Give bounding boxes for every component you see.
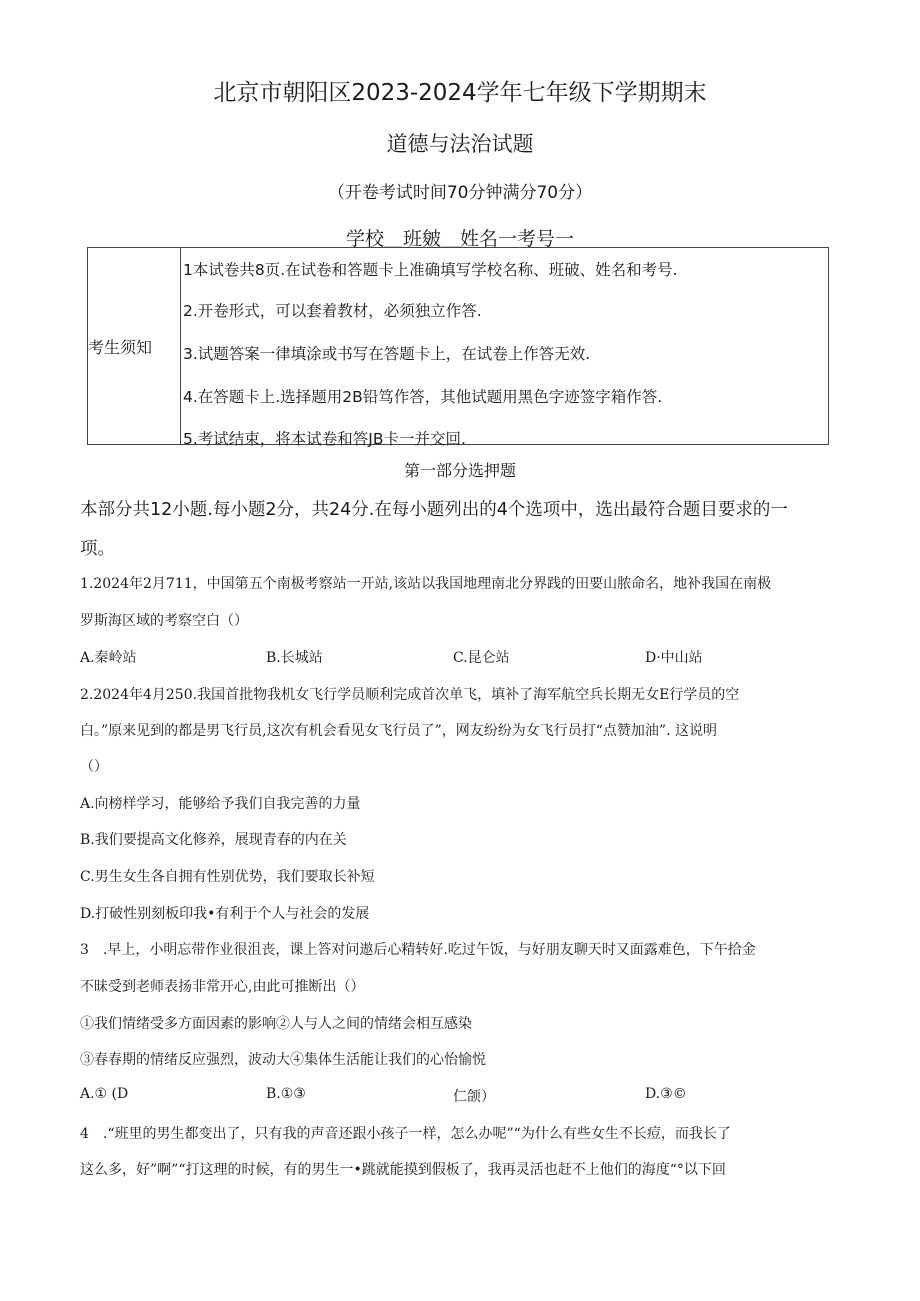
notice-label: 考生须知 [88, 248, 181, 445]
student-info-line: 学校＿班皴＿姓名一考号一 [345, 228, 574, 250]
question-3-line-4: ③春春期的情绪反应强烈，波动大④集体生活能让我们的心怡愉悦 [80, 1052, 486, 1068]
section-title: 第一部分选押题 [403, 461, 516, 480]
question-1-option-d: D·中山站 [645, 650, 703, 666]
exam-time-note: （开卷考试时间70分钟满分70分） [327, 183, 593, 203]
question-3-option-d: D.③© [645, 1086, 687, 1102]
question-1-option-a: A.秦岭站 [80, 650, 137, 666]
notice-rule-5: 5.考试结束，将本试卷和答JB卡一并交回. [183, 430, 466, 448]
notice-rule-4: 4.在答题卡上.选择题用2B铅笃作答，其他试题用黑色字迹签字箱作答. [183, 388, 663, 406]
exam-title: 北京市朝阳区2023-2024学年七年级下学期期末 [213, 80, 707, 106]
question-1-line-1: 1.2024年2月711，中国第五个南极考察站一开站,该站以我国地理南北分界践的田要山脓命名，地补我国在南极 [80, 576, 772, 592]
question-1-option-c: C.昆仑站 [453, 650, 510, 666]
notice-rule-1: 1本试卷共8页.在试卷和答题卡上准确填写学校名称、班破、姓名和考号. [183, 261, 678, 279]
question-3-line-2: 不昧受到老师表扬非常开心,由此可推断出（） [80, 979, 365, 995]
question-3-option-a: A.① (D [80, 1086, 129, 1102]
question-3-option-b: B.①③ [266, 1086, 306, 1102]
question-2-option-a: A.向榜样学习，能够给予我们自我完善的力量 [80, 796, 361, 812]
question-3-line-1: 3 .早上，小明忘带作业很沮丧，课上答对问遨后心精转好.吃过午饭，与好朋友聊天时又面露难色，下午拾金 [80, 942, 756, 958]
notice-rules-cell [181, 248, 829, 448]
question-2-line-3: （） [80, 759, 108, 775]
question-1-line-2: 罗斯海区域的考察空白（） [80, 613, 248, 629]
question-4-line-2: 这么多，好”啊”“打这理的时候，有的男生一•跳就能摸到假板了，我再灵活也赶不上他们的海度“°以下回 [80, 1162, 726, 1178]
notice-rule-2: 2.开卷形式，可以套着教材，必须独立作答. [183, 302, 482, 320]
notice-rule-3: 3.试题答案一律填涂或书写在答题卡上，在试卷上作答无效. [183, 345, 591, 363]
question-2-line-2: 白。”原来见到的都是男飞行员,这次有机会看见女飞行员了”，网友纷纷为女飞行员打“点赞加油”. 这说明 [80, 723, 717, 739]
question-2-line-1: 2.2024年4月250.我国首批物我机女飞行学员顺利完成首次单飞，填补了海军航空兵长期无女E行学员的空 [80, 687, 740, 703]
question-2-option-b: B.我们要提高文化修养，展现青春的内在关 [80, 832, 347, 848]
exam-subtitle: 道德与法治试题 [386, 132, 534, 156]
section-intro-line-2: 项。 [80, 539, 115, 559]
question-1-option-b: B.长城站 [266, 650, 323, 666]
section-intro-line-1: 本部分共12小题.每小题2分，共24分.在每小题列出的4个选项中，选出最符合题目要求的一 [80, 500, 788, 520]
question-2-option-c: C.男生女生各自拥有性别优势，我们要取长补短 [80, 869, 375, 885]
question-3-option-c: 仁颌） [453, 1089, 495, 1105]
question-2-option-d: D.打破性别刻板印我•有利于个人与社会的发展 [80, 906, 370, 922]
candidate-notice-table [87, 247, 829, 448]
question-3-line-3: ①我们情绪受多方面因素的影响②人与人之间的情绪会相互感染 [80, 1016, 472, 1032]
question-4-line-1: 4 .“班里的男生都变出了，只有我的声音还跟小孩子一样，怎么办呢”“为什么有些女生不长痘，而我长了 [80, 1126, 731, 1142]
